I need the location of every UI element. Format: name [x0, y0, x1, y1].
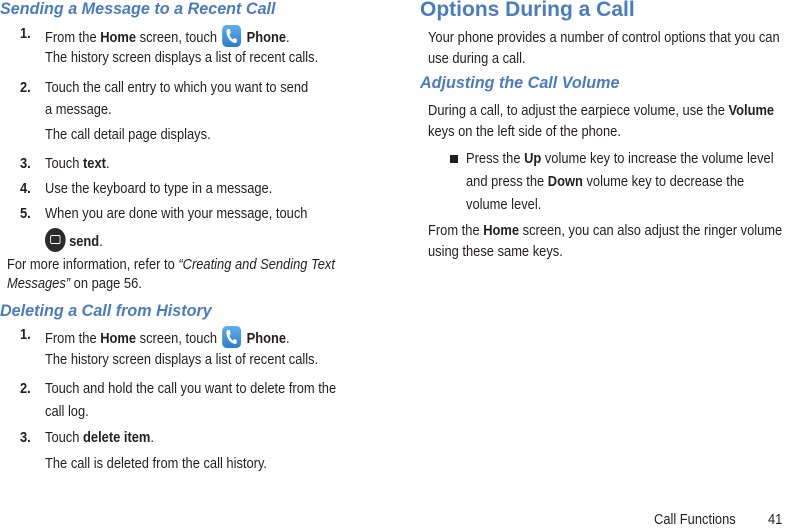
body-text: From the Home screen, you can also adjust the ringer volume	[428, 222, 783, 239]
step-text: Touch delete item.	[45, 429, 155, 446]
step-text: Touch the call entry to which you want to send	[45, 79, 309, 96]
reference-text: Messages” on page 56.	[7, 275, 142, 292]
section-heading-volume: Adjusting the Call Volume	[420, 73, 620, 92]
step-text: From the Home screen, touch Phone.	[45, 25, 290, 47]
section-heading-sending: Sending a Message to a Recent Call	[0, 0, 276, 18]
step-number: 3.	[20, 429, 31, 446]
reference-text: For more information, refer to “Creating and Sending Text	[7, 256, 335, 273]
intro-text: Your phone provides a number of control options that you can	[428, 29, 780, 46]
bullet-text: volume level.	[466, 196, 542, 213]
step-number: 4.	[20, 180, 31, 197]
step-subtext: The history screen displays a list of recent calls.	[45, 49, 319, 66]
phone-icon	[222, 25, 241, 47]
step-text: call log.	[45, 403, 89, 420]
reference-link[interactable]: “Creating and Sending Text	[178, 256, 335, 273]
step-text: send.	[45, 228, 103, 252]
step-text: Touch and hold the call you want to delete from the	[45, 380, 337, 397]
body-text: keys on the left side of the phone.	[428, 123, 621, 140]
send-icon	[45, 228, 66, 252]
step-number: 1.	[20, 25, 31, 42]
step-text: Use the keyboard to type in a message.	[45, 180, 273, 197]
intro-text: use during a call.	[428, 50, 526, 67]
bullet-text: Press the Up volume key to increase the volume level	[466, 150, 774, 167]
footer-section-name: Call Functions	[654, 511, 736, 528]
step-subtext: The call detail page displays.	[45, 126, 211, 143]
step-subtext: The history screen displays a list of recent calls.	[45, 351, 319, 368]
step-text: Touch text.	[45, 155, 110, 172]
page-title: Options During a Call	[420, 0, 635, 21]
section-heading-deleting: Deleting a Call from History	[0, 301, 212, 320]
step-text: From the Home screen, touch Phone.	[45, 326, 290, 348]
bullet-text: and press the Down volume key to decrease the	[466, 173, 745, 190]
step-number: 3.	[20, 155, 31, 172]
phone-icon	[222, 326, 241, 348]
body-text: During a call, to adjust the earpiece volume, use the Volume	[428, 102, 775, 119]
square-bullet-icon	[450, 155, 458, 163]
step-number: 5.	[20, 205, 31, 222]
reference-link[interactable]: Messages”	[7, 275, 71, 292]
step-text: When you are done with your message, touch	[45, 205, 308, 222]
step-text: a message.	[45, 101, 112, 118]
step-number: 1.	[20, 326, 31, 343]
footer-page-number: 41	[768, 511, 783, 528]
step-number: 2.	[20, 380, 31, 397]
body-text: using these same keys.	[428, 243, 563, 260]
step-number: 2.	[20, 79, 31, 96]
step-subtext: The call is deleted from the call history.	[45, 455, 268, 472]
